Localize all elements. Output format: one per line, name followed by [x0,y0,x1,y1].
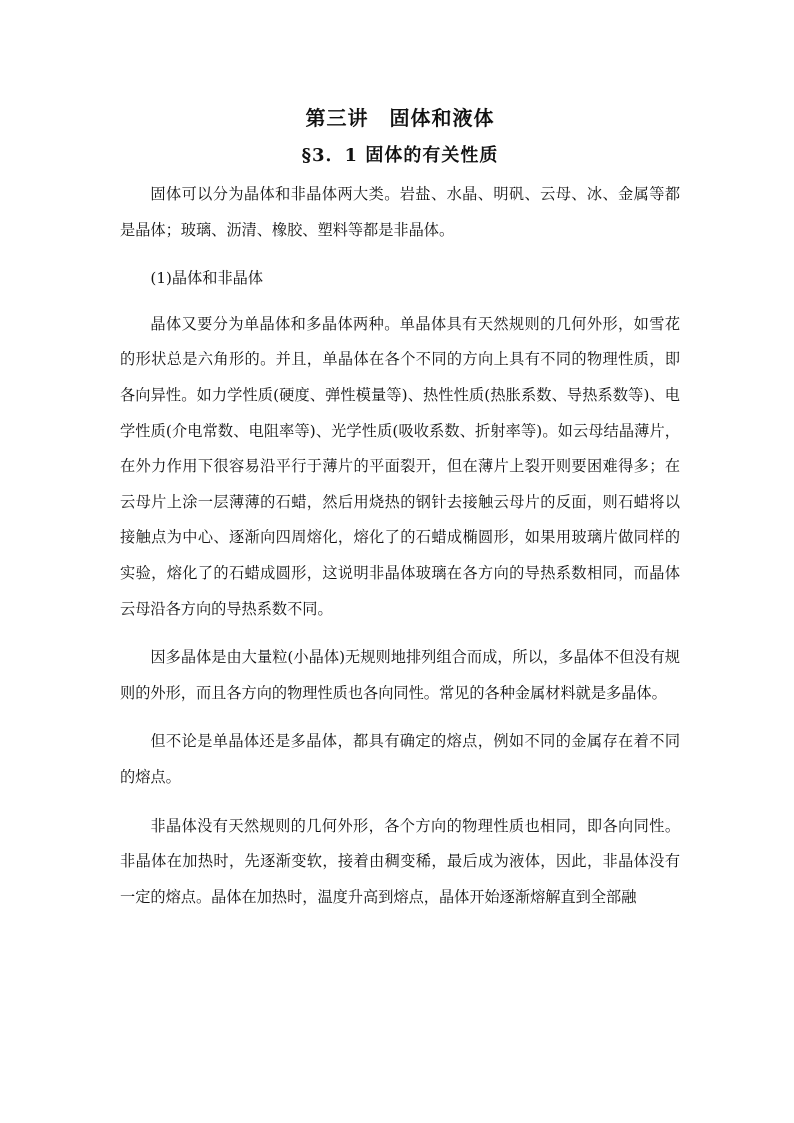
subheading-crystal-noncrystal: (1)晶体和非晶体 [150,269,264,288]
section-heading: §3．1 固体的有关性质 [301,145,499,166]
paragraph-amorphous: 非晶体没有天然规则的几何外形，各个方向的物理性质也相同，即各向同性。非晶体在加热时，先逐渐变软，接着由稠变稀，最后成为液体，因此，非晶体没有一定的熔点。晶体在加热时，温度升高到熔点，晶体开始逐渐熔解直到全部融 [120,816,680,906]
lecture-title: 第三讲 固体和液体 [305,106,495,130]
paragraph-polycrystal: 因多晶体是由大量粒(小晶体)无规则地排列组合而成，所以，多晶体不但没有规则的外形，而且各方向的物理性质也各向同性。常见的各种金属材料就是多晶体。 [120,648,680,702]
paragraph-melting-point: 但不论是单晶体还是多晶体，都具有确定的熔点，例如不同的金属存在着不同的熔点。 [120,732,680,786]
paragraph-intro: 固体可以分为晶体和非晶体两大类。岩盐、水晶、明矾、云母、冰、金属等都是晶体；玻璃、沥清、橡胶、塑料等都是非晶体。 [120,185,680,239]
paragraph-single-crystal: 晶体又要分为单晶体和多晶体两种。单晶体具有天然规则的几何外形，如雪花的形状总是六角形的。并且，单晶体在各个不同的方向上具有不同的物理性质，即各向异性。如力学性质(硬度、弹性模量等)、热性性质(热胀系数、导热系数等)、电学性质(介电常数、电阻率等)、光学性质(吸收系数、折射率等)。如云母结晶薄片，在外力作用下很容易沿平行于薄片的平面裂开，但在薄片上裂开则要困难得多；在云母片上涂一层薄薄的石蜡，然后用烧热的钢针去接触云母片的反面，则石蜡将以接触点为中心、逐渐向四周熔化，熔化了的石蜡成椭圆形，如果用玻璃片做同样的实验，熔化了的石蜡成圆形，这说明非晶体玻璃在各方向的导热系数相同，而晶体云母沿各方向的导热系数不同。 [120,314,680,618]
document-body [120,101,680,928]
